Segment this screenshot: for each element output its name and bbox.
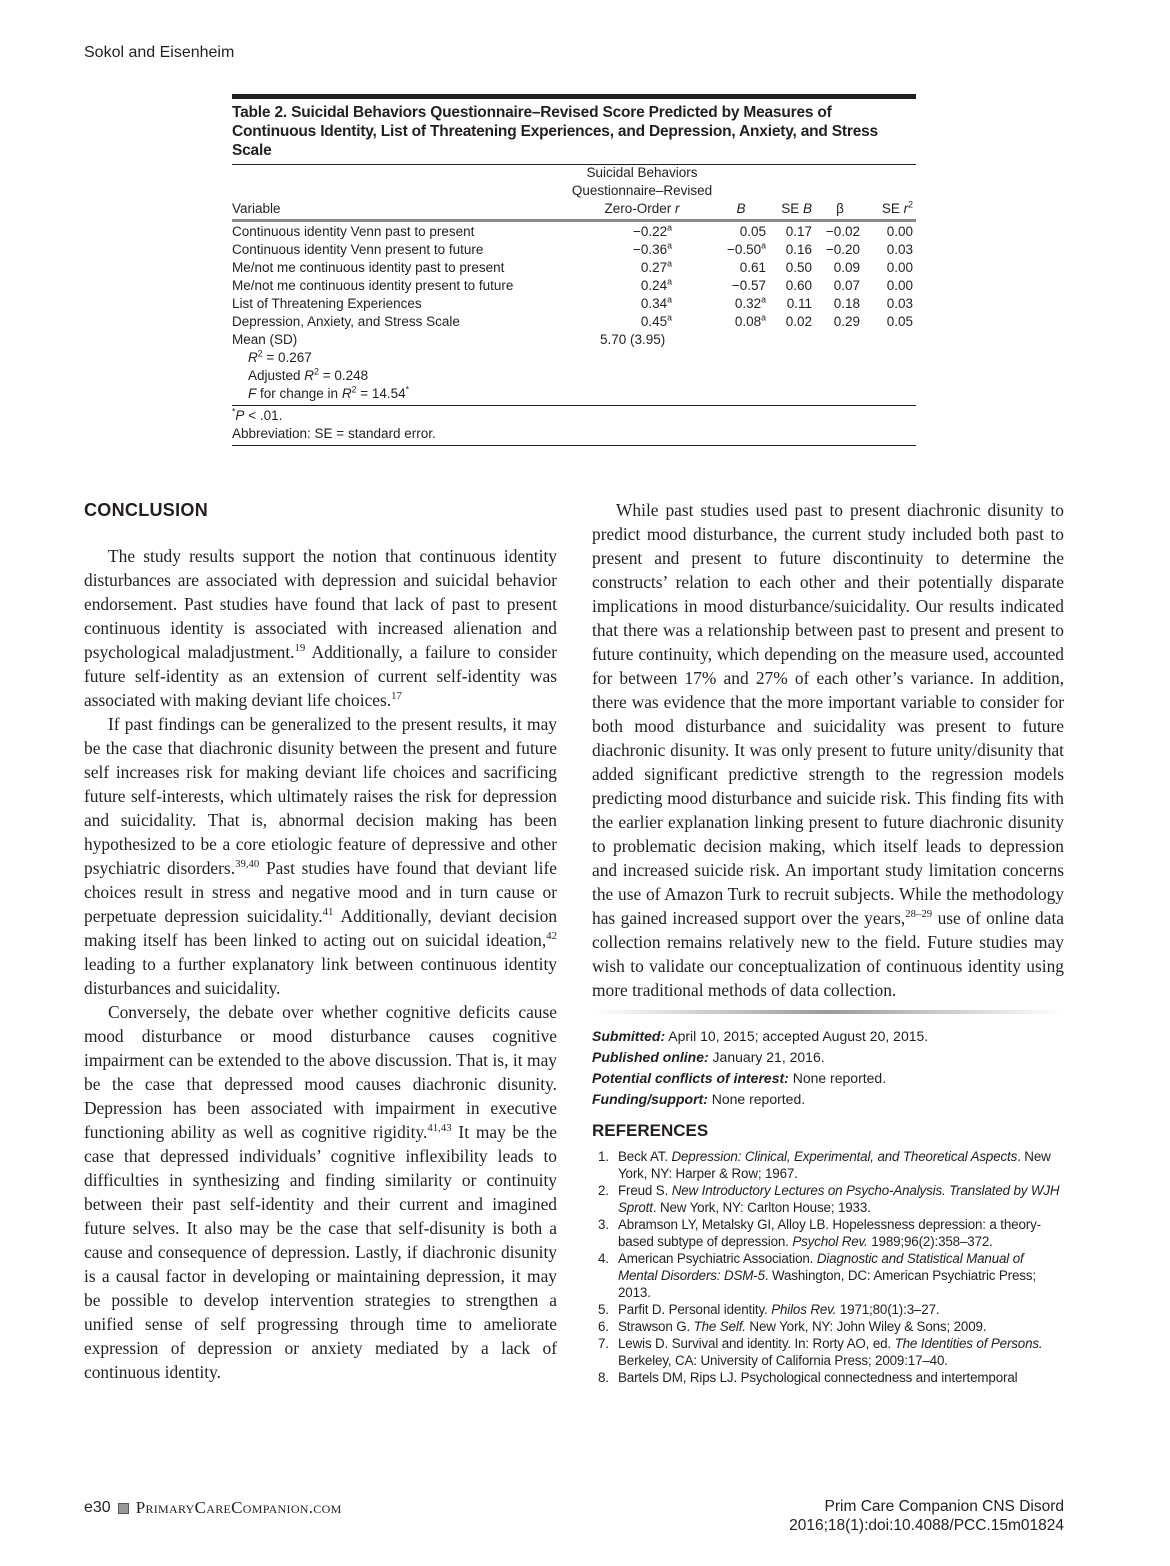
stat-f-value: = 14.54 xyxy=(356,386,406,401)
citation-sup: 17 xyxy=(391,690,402,703)
text: The study results support the notion that continuous identity disturbances are associated with depression and suicidal behavior endorsement. Past studies have found that lack of past to present continuous identity is associated with increased alienation and psychological maladjustment. xyxy=(84,546,557,662)
reference-text: 1989;96(2):358–372. xyxy=(867,1234,993,1249)
reference-text: Abramson LY, Metalsky GI, Alloy LB. Hopelessness depression: a theory-based subtype of depression. xyxy=(618,1217,1041,1249)
reference-text: Parfit D. Personal identity. xyxy=(618,1302,772,1317)
cell-r-value: 0.24 xyxy=(640,278,668,293)
paragraph xyxy=(84,712,557,1000)
reference-number: 8. xyxy=(598,1370,609,1385)
cell-r-value: 0.45 xyxy=(640,314,668,329)
cell-beta: 0.29 xyxy=(833,314,860,329)
reference-number: 2. xyxy=(598,1183,609,1198)
reference-number: 4. xyxy=(598,1251,609,1266)
cell-r-value: 0.27 xyxy=(640,260,668,275)
cell-r xyxy=(562,277,672,295)
cell-variable: Me/not me continuous identity present to future xyxy=(232,278,514,293)
cell-b xyxy=(716,295,766,313)
cell-se-b: 0.16 xyxy=(785,242,812,257)
table-bottom-rule xyxy=(232,445,916,446)
cell-r-value: −0.22 xyxy=(632,224,668,239)
table-row xyxy=(232,223,916,241)
footnote-p xyxy=(232,407,916,425)
cell-variable: List of Threatening Experiences xyxy=(232,296,422,311)
cell-b xyxy=(716,313,766,331)
cell-b xyxy=(716,277,766,295)
header-se-b xyxy=(772,200,812,218)
cell-se-r2: 0.00 xyxy=(886,278,913,293)
reference-title: Diagnostic and Statistical Manual of Mental Disorders: DSM-5 xyxy=(618,1251,1024,1283)
journal-name: Prim Care Companion CNS Disord xyxy=(824,1498,1064,1515)
table-row-mean xyxy=(232,331,916,349)
cell-r xyxy=(562,259,672,277)
cell-r-value: −0.36 xyxy=(632,242,668,257)
info-key: Potential conflicts of interest: xyxy=(592,1070,789,1086)
footnote-p-label: P xyxy=(235,408,245,423)
page-footer-right xyxy=(789,1497,1064,1535)
stat-f-star: * xyxy=(405,384,410,395)
text: Additionally, a failure to consider future self-identity as an extension of current self-identity was associated with making deviant life choices. xyxy=(84,642,557,710)
reference-title: Psychol Rev. xyxy=(792,1234,868,1249)
cell-beta: −0.02 xyxy=(825,224,860,239)
stat-r2 xyxy=(232,349,312,367)
page-number: e30 xyxy=(84,1499,111,1516)
reference-title: Philos Rev. xyxy=(771,1302,837,1317)
reference-number: 1. xyxy=(598,1149,609,1164)
cell-se-r2: 0.05 xyxy=(886,314,913,329)
doi-citation[interactable]: 2016;18(1):doi:10.4088/PCC.15m01824 xyxy=(789,1517,1064,1534)
cell-mean-value: 5.70 (3.95) xyxy=(600,332,666,347)
header-se-r2-prefix: SE xyxy=(881,201,904,216)
stat-f-mid: for change in xyxy=(256,386,342,401)
cell-b xyxy=(716,259,766,277)
stat-f xyxy=(232,385,409,403)
reference-item xyxy=(592,1369,1064,1386)
cell-r-sup: a xyxy=(667,276,672,287)
left-column xyxy=(84,498,557,1384)
article-info-conflicts xyxy=(592,1068,1064,1089)
cell-se-r2: 0.00 xyxy=(886,224,913,239)
reference-text: New York, NY: John Wiley & Sons; 2009. xyxy=(745,1319,987,1334)
reference-item xyxy=(592,1182,1064,1216)
reference-text: . New York, NY: Harper & Row; 1967. xyxy=(618,1149,1051,1181)
cell-se-b: 0.02 xyxy=(785,314,812,329)
cell-beta: −0.20 xyxy=(825,242,860,257)
footnote-abbreviation: Abbreviation: SE = standard error. xyxy=(232,426,436,441)
cell-b-value: 0.32 xyxy=(734,296,762,311)
article-info-submitted xyxy=(592,1026,1064,1047)
article-info-published xyxy=(592,1047,1064,1068)
cell-se-b: 0.11 xyxy=(786,296,812,311)
header-se-r2 xyxy=(872,200,913,218)
header-se-r2-italic: r xyxy=(903,201,909,216)
cell-r xyxy=(562,313,672,331)
header-sbq-r: r xyxy=(675,201,680,216)
header-b-text: B xyxy=(736,201,746,216)
journal-website-link[interactable]: PrimaryCareCompanion.com xyxy=(135,1498,342,1517)
table-row xyxy=(232,241,916,259)
citation-sup: 41,43 xyxy=(427,1122,452,1135)
header-sbq-line2: Questionnaire–Revised xyxy=(571,183,713,198)
text: While past studies used past to present diachronic disunity to predict mood disturbance, the current study included both past to present and present to future discontinuity to determine the constructs’ relation to each other and their potentially disparate implications in mood disturbance/suicidality. Our results indicated that there was a relationship between past to present and present to future continuity, which depending on the measure used, accounted for between 17% and 27% of each other’s variance. In addition, there was evidence that the more important variable to consider for both mood disturbance and suicidality was present to future diachronic disunity. It was only present to future unity/disunity that added significant predictive strength to the regression models predicting mood disturbance and suicide risk. This finding fits with the earlier explanation linking present to future diachronic disunity to problematic decision making, which itself leads to depression and increased suicide risk. An important study limitation concerns the use of Amazon Turk to recruit subjects. While the methodology has gained increased support over the years, xyxy=(592,500,1064,928)
citation-sup: 41 xyxy=(322,906,334,919)
cell-r-sup: a xyxy=(667,222,672,233)
cell-variable: Continuous identity Venn past to present xyxy=(232,224,475,239)
article-info xyxy=(592,1026,1064,1110)
stat-r2-value: = 0.267 xyxy=(262,350,312,365)
right-column xyxy=(592,498,1064,1386)
reference-text: Bartels DM, Rips LJ. Psychological connectedness and intertemporal xyxy=(618,1370,1018,1385)
info-value: January 21, 2016. xyxy=(708,1049,825,1065)
reference-number: 7. xyxy=(598,1336,609,1351)
table-row xyxy=(232,313,916,331)
cell-b-sup: a xyxy=(761,312,766,323)
reference-text: Strawson G. xyxy=(618,1319,694,1334)
stat-f-sup: 2 xyxy=(351,384,357,395)
cell-r xyxy=(562,295,672,313)
header-sbq xyxy=(562,164,722,218)
info-key: Published online: xyxy=(592,1049,709,1065)
cell-b-value: −0.50 xyxy=(726,242,762,257)
cell-r-value: 0.34 xyxy=(640,296,668,311)
citation-sup: 28–29 xyxy=(905,908,933,921)
reference-item xyxy=(592,1318,1064,1335)
stat-f-r: R xyxy=(341,386,352,401)
header-variable: Variable xyxy=(232,201,281,216)
reference-title: The Self. xyxy=(693,1319,746,1334)
reference-item xyxy=(592,1301,1064,1318)
cell-mean-label: Mean (SD) xyxy=(232,332,298,347)
reference-number: 5. xyxy=(598,1302,609,1317)
table-title: Table 2. Suicidal Behaviors Questionnaire–Revised Score Predicted by Measures of Continuous Identity, List of Threatening Experiences, and Depression, Anxiety, and Stress Scale xyxy=(232,104,878,159)
table-header xyxy=(232,165,916,219)
info-key: Submitted: xyxy=(592,1028,666,1044)
stat-adj-r2 xyxy=(232,367,368,385)
reference-item xyxy=(592,1216,1064,1250)
table-2 xyxy=(232,94,916,446)
table-row xyxy=(232,259,916,277)
stat-adj-sup: 2 xyxy=(314,366,319,377)
cell-beta: 0.09 xyxy=(833,260,860,275)
stat-r2-symbol: R xyxy=(248,350,258,365)
table-body xyxy=(232,222,916,405)
square-bullet-icon xyxy=(118,1503,129,1514)
reference-item xyxy=(592,1250,1064,1301)
text: Past studies have found that deviant life choices result in stress and negative mood and in turn cause or perpetuate depression suicidality. xyxy=(84,858,558,926)
references-heading: REFERENCES xyxy=(592,1121,709,1140)
cell-se-r2: 0.03 xyxy=(886,296,913,311)
cell-se-b: 0.17 xyxy=(785,224,812,239)
footnote-p-value: < .01. xyxy=(244,408,283,423)
cell-variable: Depression, Anxiety, and Stress Scale xyxy=(232,314,460,329)
cell-b-sup: a xyxy=(761,294,766,305)
cell-se-r2: 0.00 xyxy=(886,260,913,275)
header-se-b-italic: B xyxy=(802,201,812,216)
section-heading-conclusion: CONCLUSION xyxy=(84,500,208,520)
reference-text: Berkeley, CA: University of California Press; 2009:17–40. xyxy=(618,1353,948,1368)
text: Additionally, deviant decision making itself has been linked to acting out on suicidal ideation, xyxy=(84,906,558,950)
footnote-star: * xyxy=(232,406,236,417)
table-row-adj-r2 xyxy=(232,367,916,385)
stat-adj-value: = 0.248 xyxy=(318,368,369,383)
stat-adj-symbol: R xyxy=(304,368,315,383)
reference-item xyxy=(592,1335,1064,1369)
cell-variable: Continuous identity Venn present to future xyxy=(232,242,484,257)
header-se-r2-sup: 2 xyxy=(908,199,913,210)
reference-item xyxy=(592,1148,1064,1182)
reference-text: 1971;80(1):3–27. xyxy=(836,1302,940,1317)
cell-b xyxy=(716,241,766,259)
info-value: None reported. xyxy=(707,1091,806,1107)
reference-text: Lewis D. Survival and identity. In: Rorty AO, ed. xyxy=(618,1336,895,1351)
paragraph xyxy=(84,544,557,712)
table-row xyxy=(232,295,916,313)
paragraph xyxy=(592,498,1064,1002)
cell-se-b: 0.60 xyxy=(785,278,812,293)
paragraph xyxy=(84,1000,557,1384)
header-beta: β xyxy=(836,201,844,216)
reference-text: Freud S. xyxy=(618,1183,672,1198)
table-top-rule xyxy=(232,94,916,99)
running-head: Sokol and Eisenheim xyxy=(84,44,235,61)
cell-b-value: 0.08 xyxy=(734,314,762,329)
reference-title: The Identities of Persons. xyxy=(894,1336,1043,1351)
reference-text: . Washington, DC: American Psychiatric Press; 2013. xyxy=(618,1268,1036,1300)
cell-r-sup: a xyxy=(667,312,672,323)
cell-r xyxy=(562,223,672,241)
cell-variable: Me/not me continuous identity past to present xyxy=(232,260,505,275)
cell-r-sup: a xyxy=(667,294,672,305)
header-sbq-line3: Zero-Order xyxy=(604,201,675,216)
reference-title: Depression: Clinical, Experimental, and Theoretical Aspects xyxy=(671,1149,1018,1164)
header-b xyxy=(716,200,766,218)
page-footer-left xyxy=(84,1498,342,1518)
stat-r2-sup: 2 xyxy=(257,348,263,359)
table-row-r2 xyxy=(232,349,916,367)
text: use of online data collection remains relatively new to the field. Future studies may wish to validate our conceptualization of continuous identity using more traditional methods of data collection. xyxy=(592,908,1064,1000)
cell-r-sup: a xyxy=(667,258,672,269)
info-key: Funding/support: xyxy=(592,1091,708,1107)
cell-beta: 0.07 xyxy=(833,278,860,293)
references-list xyxy=(592,1148,1064,1386)
table-footnotes xyxy=(232,406,916,445)
reference-text: Beck AT. xyxy=(618,1149,672,1164)
text: leading to a further explanatory link between continuous identity disturbances and suicidality. xyxy=(84,954,557,998)
cell-b-value: 0.05 xyxy=(739,224,766,239)
header-sbq-line1: Suicidal Behaviors xyxy=(586,165,698,180)
citation-sup: 42 xyxy=(546,930,557,943)
reference-text: . New York, NY: Carlton House; 1933. xyxy=(652,1200,871,1215)
text: Conversely, the debate over whether cognitive deficits cause mood disturbance or mood disturbance causes cognitive impairment can be extended to the above discussion. That is, it may be the case that depressed mood causes diachronic disunity. Depression has been associated with impairment in executive functioning ability as well as cognitive rigidity. xyxy=(84,1002,557,1142)
cell-se-b: 0.50 xyxy=(785,260,812,275)
citation-sup: 39,40 xyxy=(235,858,260,871)
cell-b-value: 0.61 xyxy=(739,260,766,275)
cell-beta: 0.18 xyxy=(833,296,860,311)
info-value: April 10, 2015; accepted August 20, 2015. xyxy=(665,1028,929,1044)
reference-number: 3. xyxy=(598,1217,609,1232)
cell-b xyxy=(716,223,766,241)
table-row xyxy=(232,277,916,295)
cell-r xyxy=(562,241,672,259)
section-divider xyxy=(592,1010,1064,1014)
reference-number: 6. xyxy=(598,1319,609,1334)
citation-sup: 19 xyxy=(294,642,306,655)
table-row-f xyxy=(232,385,916,405)
stat-adj-prefix: Adjusted xyxy=(248,368,305,383)
cell-se-r2: 0.03 xyxy=(886,242,913,257)
header-se-b-prefix: SE xyxy=(781,201,803,216)
cell-b-value: −0.57 xyxy=(731,278,766,293)
article-info-funding xyxy=(592,1089,1064,1110)
cell-b-sup: a xyxy=(761,240,766,251)
text: It may be the case that depressed individuals’ cognitive inflexibility leads to difficulties in synthesizing and finding similarity or continuity between their past self-identity and their current and imagined future selves. It also may be the case that self-disunity is both a cause and consequence of depression. Lastly, if diachronic disunity is a causal factor in developing or maintaining depression, it may be possible to develop intervention strategies to strengthen a unified sense of self progressing through time to ameliorate expression of depression or anxiety mediated by a lack of continuous identity. xyxy=(84,1122,557,1382)
cell-r-sup: a xyxy=(667,240,672,251)
info-value: None reported. xyxy=(788,1070,887,1086)
reference-text: American Psychiatric Association. xyxy=(618,1251,817,1266)
text: If past findings can be generalized to the present results, it may be the case that diachronic disunity between the present and future self increases risk for making deviant life choices and sacrificing future self-interests, which ultimately raises the risk for depression and suicidality. That is, abnormal decision making has been hypothesized to be a core etiologic feature of depressive and other psychiatric disorders. xyxy=(84,714,557,878)
stat-f-symbol: F xyxy=(248,386,257,401)
reference-title: New Introductory Lectures on Psycho-Analysis. Translated by WJH Sprott xyxy=(618,1183,1060,1215)
